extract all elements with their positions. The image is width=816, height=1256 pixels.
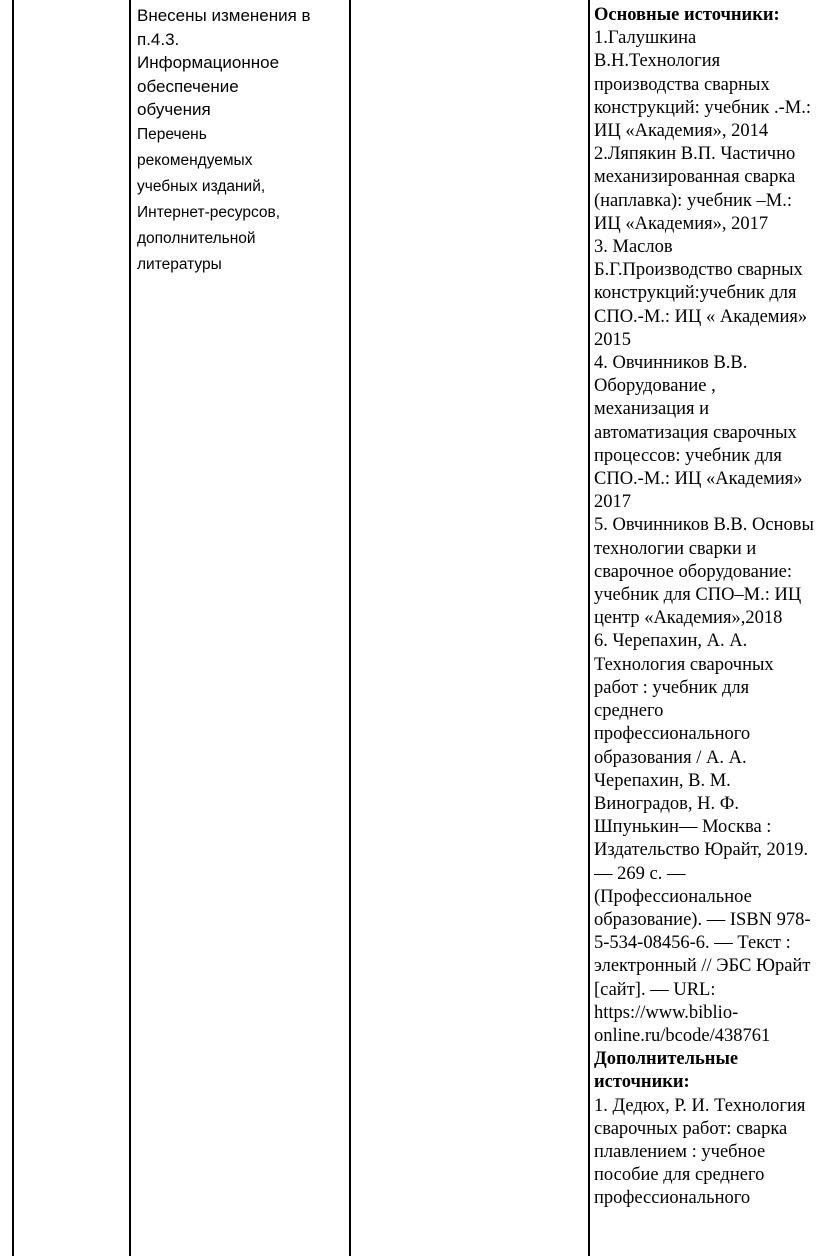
additional-sources-list bbox=[594, 1095, 816, 1211]
source-line: центр «Академия»,2018 bbox=[594, 608, 783, 629]
text-line: Внесены изменения в bbox=[137, 6, 311, 25]
source-line: 4. Овчинников В.В. bbox=[594, 353, 748, 374]
source-line: Издательство Юрайт, 2019. bbox=[594, 840, 809, 861]
source-line: образование). — ISBN 978- bbox=[594, 909, 811, 930]
text-line: учебных изданий, bbox=[137, 177, 266, 195]
source-line: механизация и bbox=[594, 399, 710, 420]
main-sources-heading: Основные источники: bbox=[594, 5, 780, 25]
source-line: В.Н.Технология bbox=[594, 51, 721, 72]
source-line: Черепахин, В. М. bbox=[594, 770, 731, 791]
source-line: 5. Овчинников В.В. Основы bbox=[594, 515, 814, 536]
source-line: конструкций:учебник для bbox=[594, 283, 797, 304]
source-line: ИЦ «Академия», 2017 bbox=[594, 213, 769, 234]
source-line: плавлением : учебное bbox=[594, 1141, 766, 1162]
source-line: производства сварных bbox=[594, 74, 770, 95]
source-line: Б.Г.Производство сварных bbox=[594, 260, 803, 281]
column-divider-2 bbox=[349, 0, 351, 1256]
source-line: [сайт]. — URL: bbox=[594, 979, 716, 1000]
column-divider-1 bbox=[129, 0, 131, 1256]
source-line: пособие для среднего bbox=[594, 1165, 765, 1186]
source-line: механизированная сварка bbox=[594, 167, 796, 188]
source-line: 2.Ляпякин В.П. Частично bbox=[594, 144, 796, 165]
heading-line: источники: bbox=[594, 1072, 690, 1093]
additional-sources-heading bbox=[594, 1048, 816, 1094]
source-line: образования / А. А. bbox=[594, 747, 747, 768]
text-line: обеспечение bbox=[137, 76, 239, 96]
source-line: 3. Маслов bbox=[594, 237, 673, 258]
table-border-left bbox=[12, 0, 14, 1256]
source-line: сварочное оборудование: bbox=[594, 561, 792, 582]
source-line: online.ru/bcode/438761 bbox=[594, 1025, 771, 1046]
source-line: ИЦ «Академия», 2014 bbox=[594, 121, 769, 142]
source-line: автоматизация сварочных bbox=[594, 422, 797, 443]
source-line: — 269 с. — bbox=[594, 863, 686, 884]
resources-list-title bbox=[137, 122, 347, 278]
source-line: (наплавка): учебник –М.: bbox=[594, 190, 793, 211]
source-line: 1. Дедюх, Р. И. Технология bbox=[594, 1095, 806, 1116]
source-line: 1.Галушкина bbox=[594, 28, 697, 49]
source-line: процессов: учебник для bbox=[594, 445, 782, 466]
source-line: профессионального bbox=[594, 724, 751, 745]
source-line: сварочных работ: сварка bbox=[594, 1118, 788, 1139]
source-line: (Профессиональное bbox=[594, 886, 752, 907]
text-line: литературы bbox=[137, 255, 222, 273]
source-line: 2017 bbox=[594, 492, 631, 513]
source-line: Шпунькин— Москва : bbox=[594, 817, 772, 838]
source-line: технологии сварки и bbox=[594, 538, 757, 559]
text-line: рекомендуемых bbox=[137, 151, 253, 169]
source-line: работ : учебник для bbox=[594, 677, 750, 698]
source-line: конструкций: учебник .-М.: bbox=[594, 97, 812, 118]
heading-line: Дополнительные bbox=[594, 1049, 739, 1070]
source-line: электронный // ЭБС Юрайт bbox=[594, 956, 811, 977]
source-line: Виноградов, Н. Ф. bbox=[594, 793, 739, 814]
source-line: 5-534-08456-6. — Текст : bbox=[594, 933, 791, 954]
source-line: среднего bbox=[594, 701, 664, 722]
changes-cell bbox=[137, 0, 347, 278]
source-line: 6. Черепахин, А. А. bbox=[594, 631, 748, 652]
text-line: Перечень bbox=[137, 125, 207, 143]
main-sources-list bbox=[594, 27, 816, 1048]
column-divider-3 bbox=[588, 0, 590, 1256]
text-line: Информационное bbox=[137, 53, 280, 72]
source-line: https://www.biblio- bbox=[594, 1002, 739, 1023]
source-line: Технология сварочных bbox=[594, 654, 774, 675]
sources-cell bbox=[594, 0, 816, 1211]
text-line: обучения bbox=[137, 100, 211, 119]
source-line: СПО.-М.: ИЦ « Академия» bbox=[594, 306, 808, 327]
source-line: СПО.-М.: ИЦ «Академия» bbox=[594, 469, 803, 490]
source-line: профессионального bbox=[594, 1188, 751, 1209]
source-line: учебник для СПО–М.: ИЦ bbox=[594, 585, 802, 606]
text-line: п.4.3. bbox=[137, 29, 180, 49]
source-line: 2015 bbox=[594, 329, 631, 350]
source-line: Оборудование , bbox=[594, 376, 716, 397]
text-line: дополнительной bbox=[137, 229, 256, 247]
changes-note bbox=[137, 4, 347, 122]
text-line: Интернет-ресурсов, bbox=[137, 203, 281, 221]
